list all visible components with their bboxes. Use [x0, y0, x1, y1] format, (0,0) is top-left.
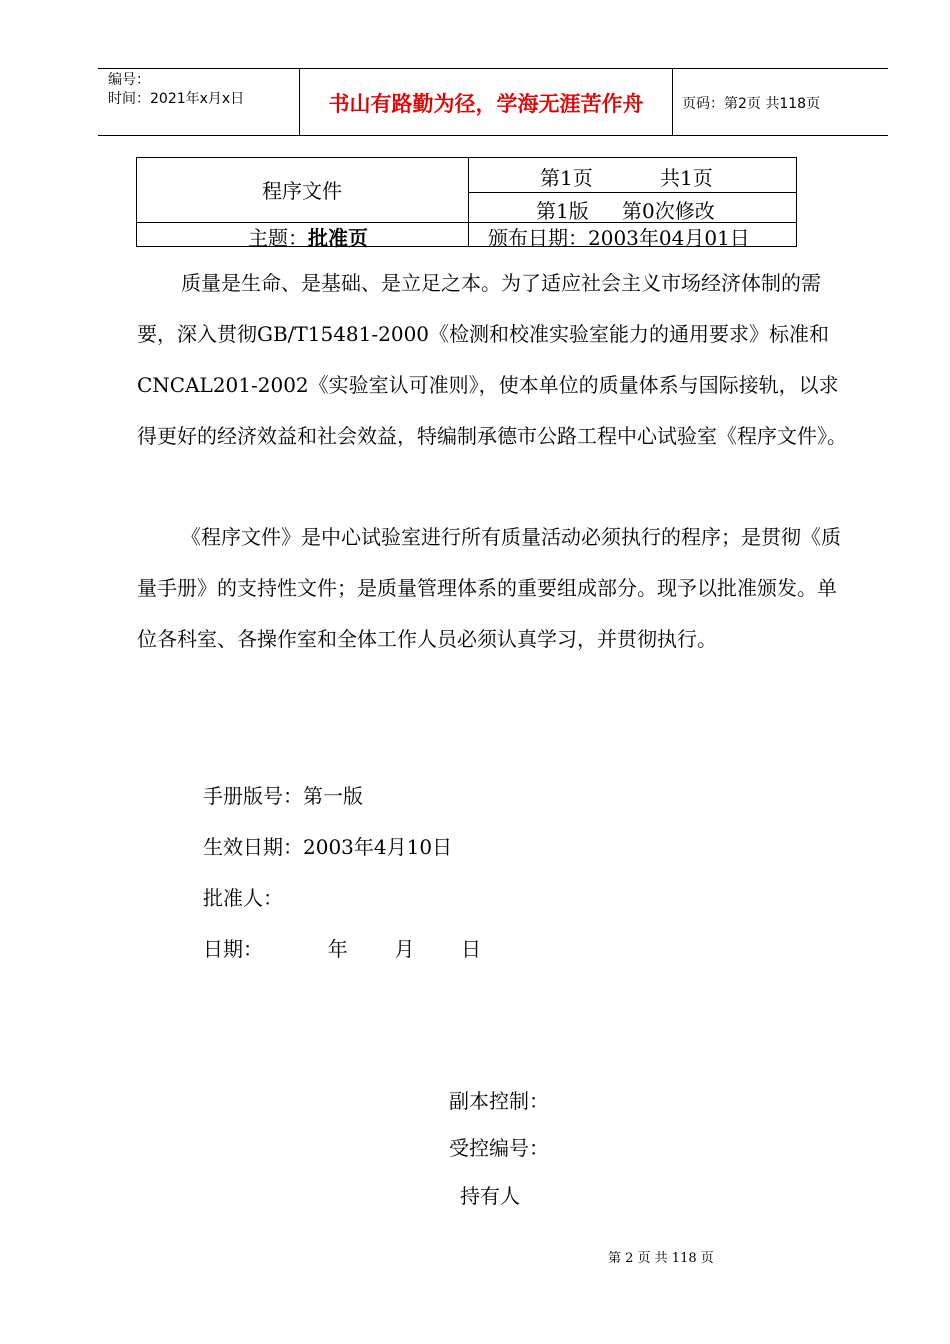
page-number: 第1页	[540, 166, 593, 190]
approval-date	[203, 933, 481, 962]
header-motto: 书山有路勤为径，学海无涯苦作舟	[328, 92, 644, 116]
edition: 第1版	[536, 199, 589, 223]
header-left-block	[108, 71, 244, 109]
header-time-label: 时间：2021年x月x日	[108, 91, 245, 107]
date-month: 月	[394, 937, 415, 961]
header-divider-right	[672, 68, 673, 136]
header-number-label: 编号：	[108, 72, 150, 88]
doc-type: 程序文件	[262, 179, 342, 203]
date-year: 年	[327, 937, 348, 961]
copy-control: 副本控制：	[449, 1089, 549, 1113]
approver: 批准人：	[203, 886, 283, 910]
manual-version: 手册版号：第一版	[203, 784, 363, 808]
paragraph-1-text: 质量是生命、是基础、是立足之本。为了适应社会主义市场经济体制的需要，深入贯彻GB/T15481-2000《检测和校准实验室能力的通用要求》标准和CNCAL201-2002《实验室认可准则》，使本单位的质量体系与国际接轨，以求得更好的经济效益和社会效益，特编制承德市公路工程中心试验室《程序文件》。	[137, 271, 847, 448]
paragraph-1	[137, 258, 851, 462]
controlled-number: 受控编号：	[449, 1136, 549, 1160]
issue-date: 颁布日期：2003年04月01日	[488, 226, 750, 250]
date-label: 日期：	[203, 937, 263, 961]
paragraph-2	[137, 512, 851, 665]
paragraph-2-text: 《程序文件》是中心试验室进行所有质量活动必须执行的程序；是贯彻《质量手册》的支持性文件；是质量管理体系的重要组成部分。现予以批准颁发。单位各科室、各操作室和全体工作人员必须认真学习，并贯彻执行。	[137, 525, 841, 651]
header-bottom-rule	[98, 135, 888, 136]
footer-page-number: 第 2 页 共 118 页	[608, 1251, 714, 1266]
header-top-rule	[98, 68, 888, 69]
header-page-info: 页码：第2页 共118页	[682, 96, 821, 112]
total-pages: 共1页	[660, 166, 713, 190]
document-info-table	[136, 157, 797, 250]
subject-value: 批准页	[308, 226, 368, 250]
effective-date: 生效日期：2003年4月10日	[203, 835, 453, 859]
revision: 第0次修改	[622, 199, 715, 223]
date-day: 日	[461, 937, 482, 961]
subject	[248, 222, 368, 251]
subject-label: 主题：	[248, 226, 308, 250]
holder: 持有人	[460, 1184, 520, 1208]
